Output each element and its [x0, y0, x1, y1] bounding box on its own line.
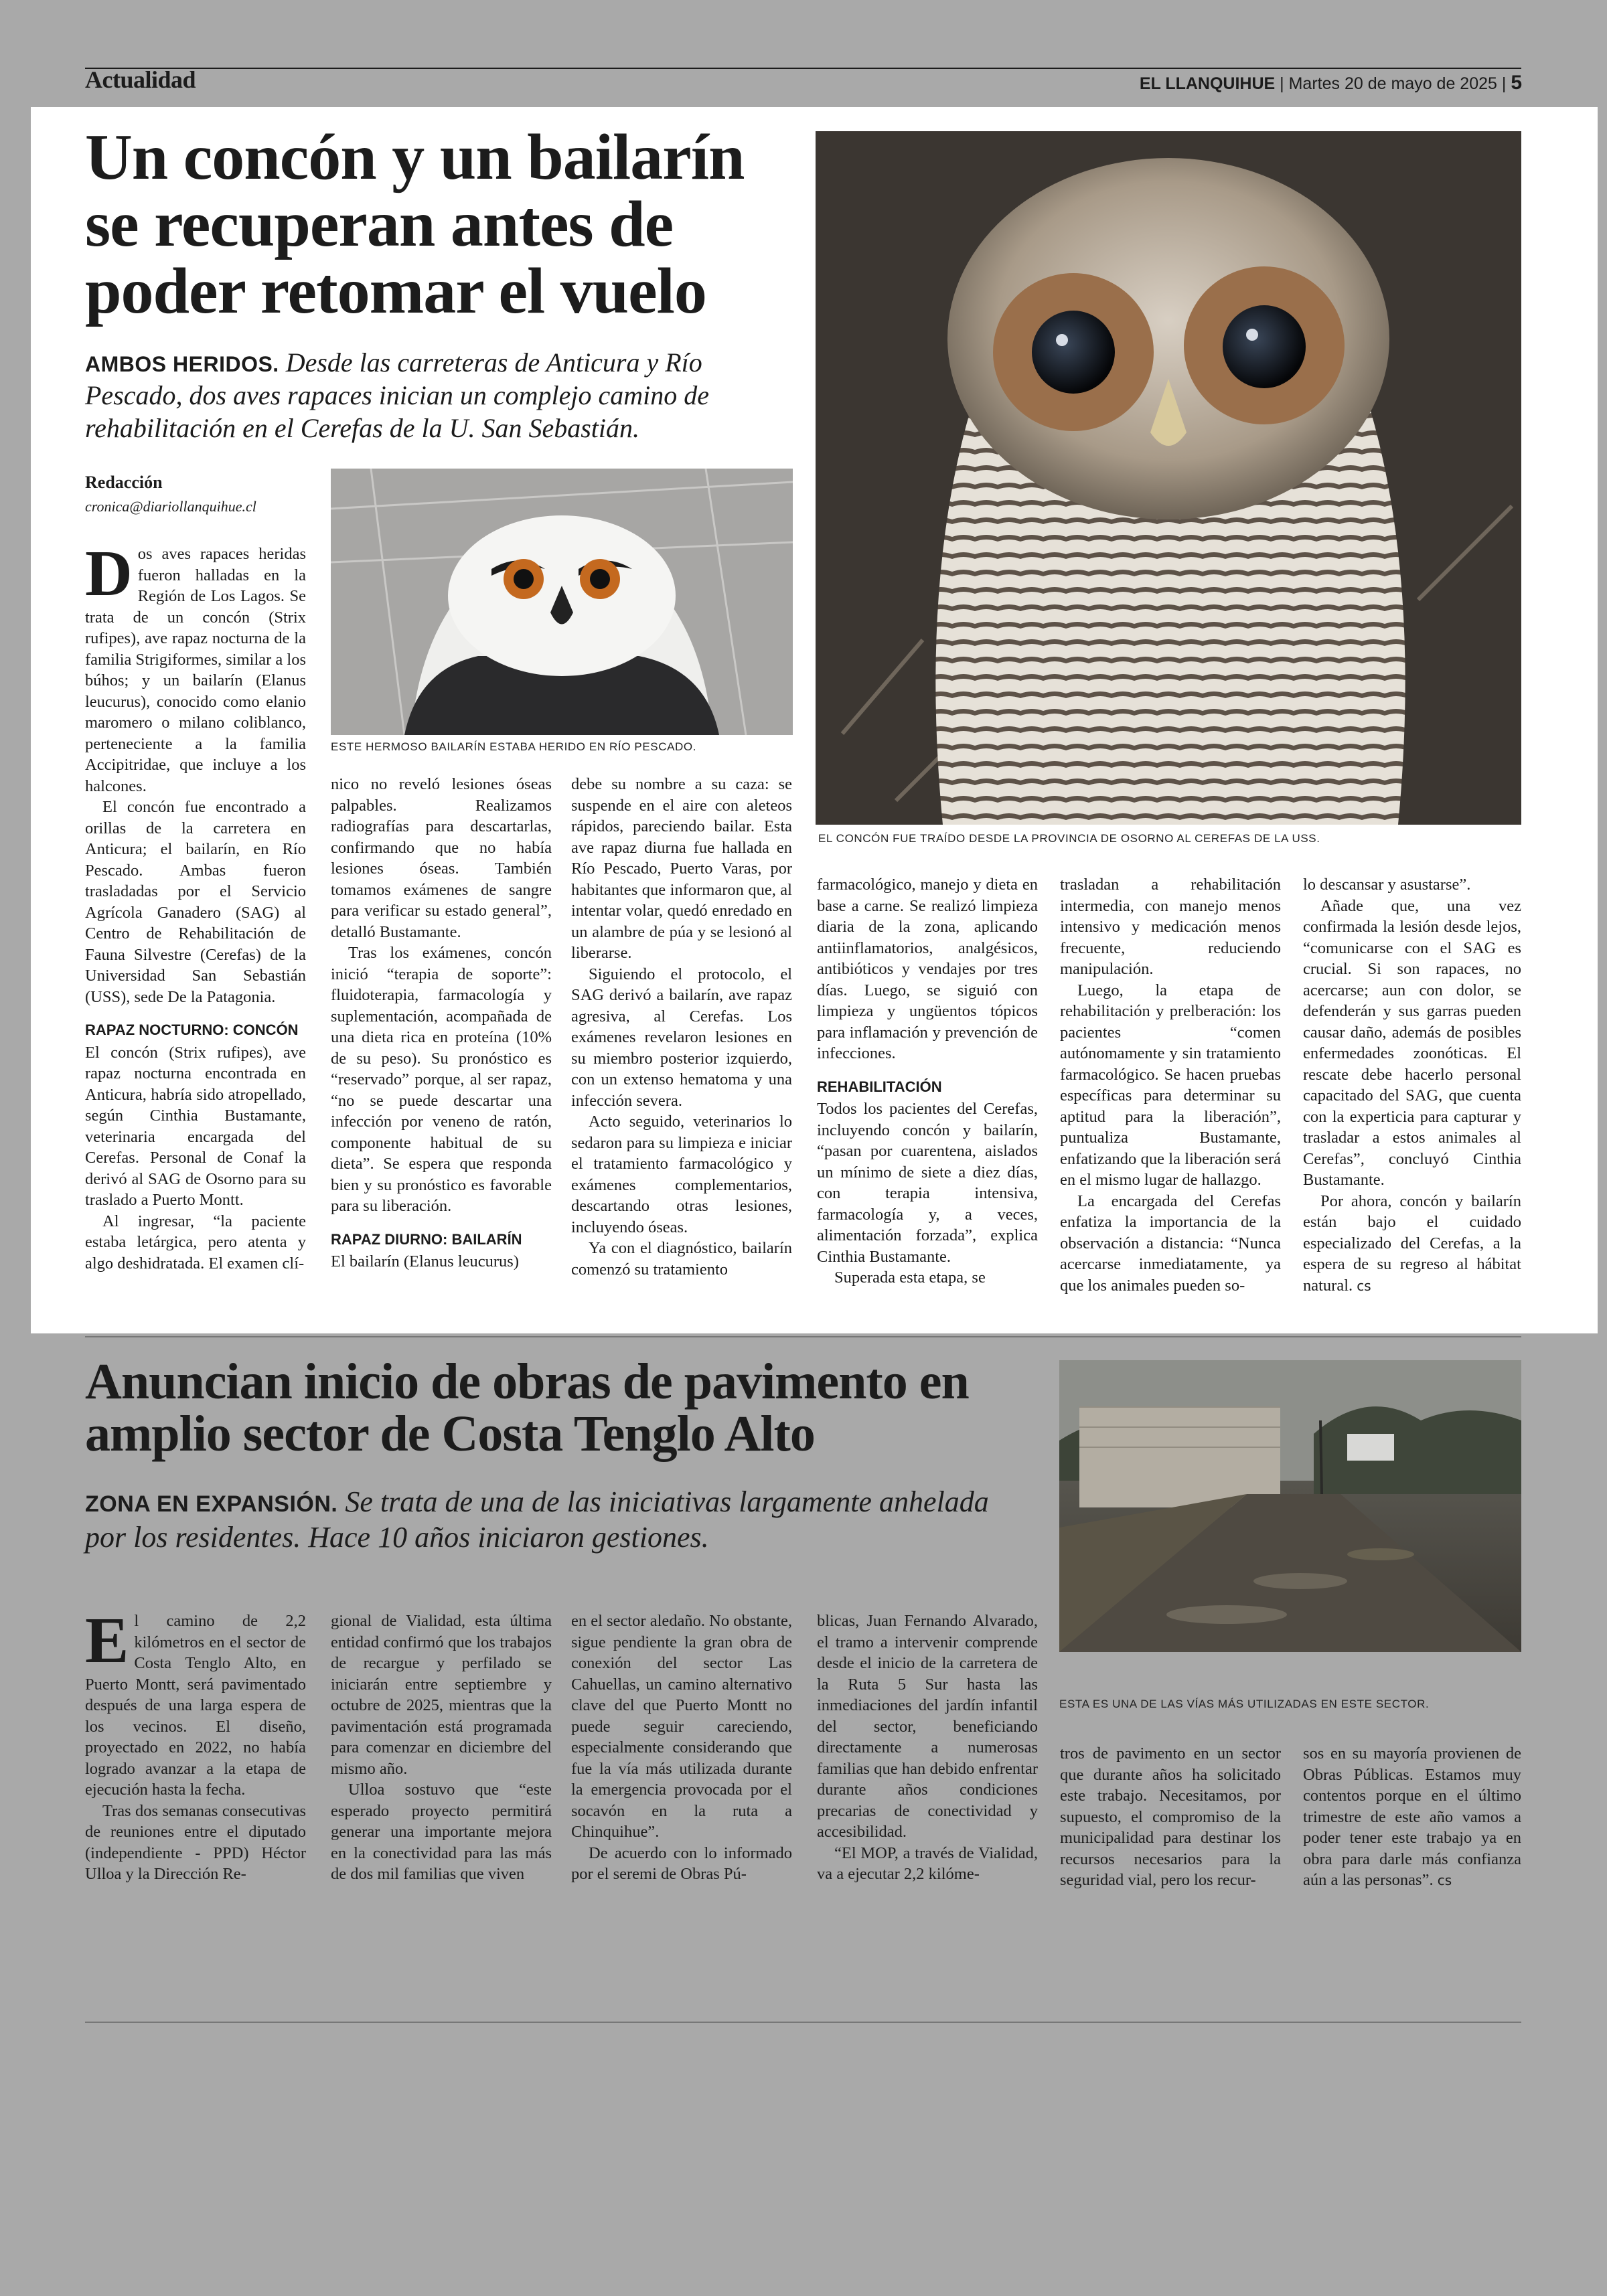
owl-caption: EL CONCÓN FUE TRAÍDO DESDE LA PROVINCIA DE OSORNO AL CEREFAS DE LA USS.	[818, 832, 1320, 845]
subheading: RAPAZ DIURNO: BAILARÍN	[331, 1230, 522, 1248]
paragraph: Acto seguido, veterinarios lo sedaron para su limpieza e iniciar el tratamiento farmacológico y exámenes complementarios, descartando otras lesiones, incluyendo óseas.	[571, 1113, 792, 1236]
paragraph: tros de pavimento en un sector que durante años ha solicitado este trabajo. Necesitamos, por supuesto, el compromiso de la municipalidad para destinar los recursos necesarios para la seguridad vial, pero los recur-	[1060, 1744, 1281, 1889]
page-number: 5	[1511, 72, 1522, 94]
paragraph: Tras dos semanas consecutivas de reuniones entre el diputado (independiente - PPD) Héctor Ulloa y la Dirección Re-	[85, 1801, 306, 1883]
article1-column-1	[85, 538, 307, 1274]
article2-deck	[85, 1485, 1036, 1556]
paragraph: Añade que, una vez confirmada la lesión desde lejos, “comunicarse con el SAG es crucial. Si son rapaces, no acercarse; aun con dolor, se defenderán y sus garras pueden causar daño, además de posibles enfermedades zoonóticas. El rescate debe hacerlo personal capacitado del SAG, que cuenta con la experticia para capturar y trasladar a estos animales al Cerefas”, concluyó Cinthia Bustamante.	[1303, 896, 1521, 1189]
article1-lead-paragraph: Dos aves rapaces heridas fueron halladas en la Región de Los Lagos. Se trata de un concón (Strix rufipes), ave rapaz nocturna de la familia Strigiformes, similar a los búhos; y un bailarín (Elanus leucurus), conocido como elanio maromero o milano coliblanco, perteneciente a la familia Accipitridae, que incluye a los halcones.	[85, 538, 307, 795]
section-title: Actualidad	[85, 66, 196, 93]
paragraph: El concón fue encontrado a orillas de la carretera en Anticura; el bailarín, en Río Pescado. Ambas fueron trasladadas por el Servicio Agrícola Ganadero (SAG) al Centro de Rehabilitación de Fauna Silvestre (Cerefas) de la Universidad San Sebastián (USS), sede De la Patagonia.	[85, 798, 306, 1006]
kite-caption: ESTE HERMOSO BAILARÍN ESTABA HERIDO EN RÍO PESCADO.	[331, 740, 697, 753]
paragraph: blicas, Juan Fernando Alvarado, el tramo a intervenir comprende desde el inicio de la carretera de la Ruta 5 Sur hasta las inmediaciones del jardín infantil del sector, beneficiando directamente a numerosas familias que han debido enfrentar durante años condiciones precarias de conectividad y accesibilidad.	[817, 1612, 1038, 1841]
article1-column-3	[571, 774, 792, 1280]
article2-kicker: ZONA EN EXPANSIÓN.	[85, 1491, 338, 1517]
paper-name: EL LLANQUIHUE	[1139, 74, 1276, 93]
paragraph: De acuerdo con lo informado por el seremi de Obras Pú-	[571, 1843, 792, 1883]
paragraph: nico no reveló lesiones óseas palpables. Realizamos radiografías para descartarlas, confirmando que no había lesiones óseas. También tomamos exámenes de sangre para verificar su estado general”, detalló Bustamante.	[331, 775, 552, 941]
issue-date: Martes 20 de mayo de 2025	[1288, 74, 1497, 93]
article1-column-4	[817, 874, 1038, 1289]
paragraph: Luego, la etapa de rehabilitación y prelberación: los pacientes “comen autónomamente y sin tratamiento farmacológico. Se hacen pruebas específicas para determinar su aptitud para la liberación”, puntualiza Bustamante, enfatizando que la liberación será en el mismo lugar de hallazgo.	[1060, 981, 1281, 1189]
article2-column-5	[1060, 1743, 1281, 1891]
drop-cap: E	[85, 1605, 129, 1677]
masthead: EL LLANQUIHUE | Martes 20 de mayo de 2025 | 5	[1139, 72, 1522, 94]
article2-column-4	[817, 1611, 1038, 1885]
paragraph: farmacológico, manejo y dieta en base a carne. Se realizó limpieza diaria de la zona, aplicando antiinflamatorios, analgésicos, antibióticos y vendajes por tres días. Luego, se siguió con limpieza y ungüentos tópicos para inflamación y prevención de infecciones.	[817, 876, 1038, 1062]
owl-photo	[816, 131, 1521, 825]
paragraph: La encargada del Cerefas enfatiza la importancia de la observación a distancia: “Nunca acercarse inmediatamente, ya que los animales pueden so-	[1060, 1192, 1281, 1295]
article1-headline: Un concón y un bailarín se recuperan antes de poder retomar el vuelo	[85, 121, 745, 327]
paragraph: Ulloa sostuvo que “este esperado proyecto permitirá generar una importante mejora en la conectividad para las más de dos mil familias que viven	[331, 1781, 552, 1883]
paragraph: gional de Vialidad, esta última entidad confirmó que los trabajos de recargue y perfilado se iniciarán entre septiembre y octubre de 2025, mientras que la pavimentación está programada para comenzar en diciembre del mismo año.	[331, 1612, 552, 1778]
article1-column-2	[331, 774, 552, 1273]
paragraph: Por ahora, concón y bailarín están bajo el cuidado especializado del Cerefas, a la espera de su regreso al hábitat natural. cs	[1303, 1192, 1521, 1295]
paragraph: Ya con el diagnóstico, bailarín comenzó su tratamiento	[571, 1239, 792, 1279]
article1-deck	[85, 347, 795, 444]
road-caption: ESTA ES UNA DE LAS VÍAS MÁS UTILIZADAS EN ESTE SECTOR.	[1059, 1698, 1430, 1710]
article1-column-5	[1060, 874, 1281, 1296]
article2-column-3	[571, 1611, 792, 1885]
paragraph: Tras los exámenes, concón inició “terapia de soporte”: fluidoterapia, farmacología y suplementación, acompañada de una dieta rica en proteína (10% de su peso). Su pronóstico es “reservado” porque, al ser rapaz, “no se puede descartar una infección por veneno de ratón, componente habitual de su dieta”. Se espera que responda bien y su pronóstico es favorable para su liberación.	[331, 944, 552, 1215]
paragraph: El bailarín (Elanus leucurus)	[331, 1252, 519, 1270]
paragraph: El concón (Strix rufipes), ave rapaz nocturna encontrada en Anticura, habría sido atropellado, según Cinthia Bustamante, veterinaria encargada del Cerefas. Personal de Conaf la derivó al SAG de Osorno para su traslado a Puerto Montt.	[85, 1043, 306, 1209]
page-bottom-rule	[85, 2022, 1521, 2023]
byline-name: Redacción	[85, 473, 163, 492]
paragraph: lo descansar y asustarse”.	[1303, 876, 1471, 894]
paragraph: Al ingresar, “la paciente estaba letárgica, pero atenta y algo deshidratada. El examen clí-	[85, 1212, 306, 1273]
article2-column-1	[85, 1605, 306, 1885]
drop-cap: D	[85, 538, 133, 610]
subheading: RAPAZ NOCTURNO: CONCÓN	[85, 1021, 299, 1038]
article2-deck-text: Se trata de una de las iniciativas largamente anhelada por los residentes. Hace 10 años iniciaron gestiones.	[85, 1485, 989, 1554]
end-mark-icon: cs	[1357, 1277, 1371, 1294]
article2-headline: Anuncian inicio de obras de pavimento en amplio sector de Costa Tenglo Alto	[85, 1354, 969, 1462]
article-divider	[85, 1336, 1521, 1337]
paragraph: Todos los pacientes del Cerefas, incluyendo concón y bailarín, “pasan por cuarentena, aislados un mínimo de siete a diez días, con terapia intensiva, farmacología y, a veces, alimentación forzada”, explica Cinthia Bustamante.	[817, 1100, 1038, 1266]
header-rule	[85, 68, 1521, 69]
paragraph: Siguiendo el protocolo, el SAG derivó a bailarín, ave rapaz agresiva, al Cerefas. Los exámenes revelaron lesiones en su miembro posterior izquierdo, con un extenso hematoma y una infección severa.	[571, 965, 792, 1110]
kite-photo	[331, 469, 793, 735]
article2-column-6	[1303, 1743, 1521, 1892]
road-photo	[1059, 1360, 1521, 1652]
paragraph: Superada esta etapa, se	[834, 1268, 986, 1287]
article1-kicker: AMBOS HERIDOS.	[85, 352, 279, 376]
article1-column-6	[1303, 874, 1521, 1297]
byline	[85, 473, 256, 515]
byline-email: cronica@diariollanquihue.cl	[85, 498, 256, 515]
article2-lead-paragraph: El camino de 2,2 kilómetros en el sector de Costa Tenglo Alto, en Puerto Montt, será pavimentado después de una larga espera de los vecinos. El diseño, proyectado en 2022, no había logrado avanzar a la etapa de ejecución hasta la fecha.	[85, 1605, 306, 1799]
article2-column-2	[331, 1611, 552, 1885]
article1-deck-text: Desde las carreteras de Anticura y Río Pescado, dos aves rapaces inician un complejo camino de rehabilitación en el Cerefas de la U. San Sebastián.	[85, 347, 710, 443]
paragraph: sos en su mayoría provienen de Obras Públicas. Estamos muy contentos porque en el último trimestre de este año vamos a poder tener este trabajo ya en obra para darle más confianza aún a las personas”. cs	[1303, 1744, 1521, 1889]
paragraph: trasladan a rehabilitación intermedia, con manejo menos intensivo y medicación menos frecuente, reduciendo manipulación.	[1060, 876, 1281, 978]
paragraph: debe su nombre a su caza: se suspende en el aire con aleteos rápidos, pareciendo bailar. Esta ave rapaz diurna fue hallada en Río Pescado, Puerto Varas, por habitantes que informaron que, al intentar volar, quedó enredado en un alambre de púa y se lesionó al liberarse.	[571, 775, 792, 962]
subheading: REHABILITACIÓN	[817, 1078, 942, 1095]
paragraph: en el sector aledaño. No obstante, sigue pendiente la gran obra de conexión del sector Las Cahuellas, un camino alternativo clave del que Puerto Montt no puede seguir careciendo, especialmente considerando que fue la vía más utilizada durante la emergencia provocada por el socavón en la ruta a Chinquihue”.	[571, 1612, 792, 1841]
paragraph: “El MOP, a través de Vialidad, va a ejecutar 2,2 kilóme-	[817, 1843, 1038, 1883]
end-mark-icon: cs	[1437, 1872, 1452, 1888]
